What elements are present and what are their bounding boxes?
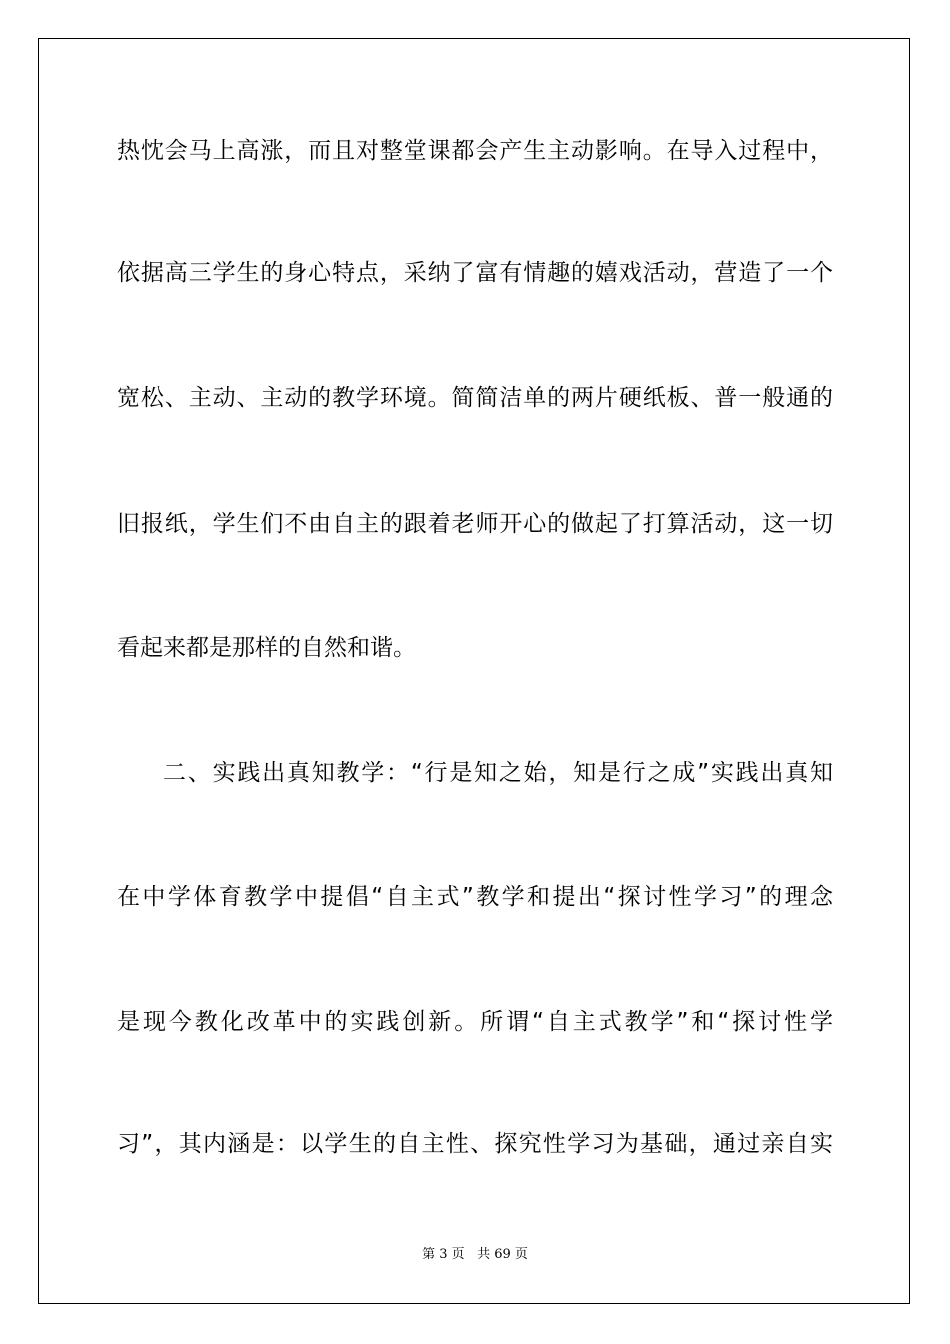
page-border [38,38,910,1304]
body-line-8: 是现今教化改革中的实践创新。所谓“自主式教学”和“探讨性学 [117,1009,833,1035]
page-footer [0,1246,950,1264]
body-line-4: 旧报纸，学生们不由自主的跟着老师开心的做起了打算活动，这一切 [117,511,833,537]
body-line-2: 依据高三学生的身心特点，采纳了富有情趣的嬉戏活动，营造了一个 [117,260,833,286]
body-line-9: 习”，其内涵是：以学生的自主性、探究性学习为基础，通过亲自实 [117,1131,833,1157]
body-line-7: 在中学体育教学中提倡“自主式”教学和提出“探讨性学习”的理念 [117,884,833,910]
body-line-5: 看起来都是那样的自然和谐。 [117,635,416,661]
body-line-3: 宽松、主动、主动的教学环境。简简洁单的两片硬纸板、普一般通的 [117,385,833,411]
body-line-1: 热忱会马上高涨，而且对整堂课都会产生主动影响。在导入过程中， [117,138,833,164]
page-number: 第 3 页 [422,1247,465,1262]
section-heading-line: 二、实践出真知教学：“行是知之始，知是行之成”实践出真知 [163,760,833,786]
page-total: 共 69 页 [477,1247,528,1262]
